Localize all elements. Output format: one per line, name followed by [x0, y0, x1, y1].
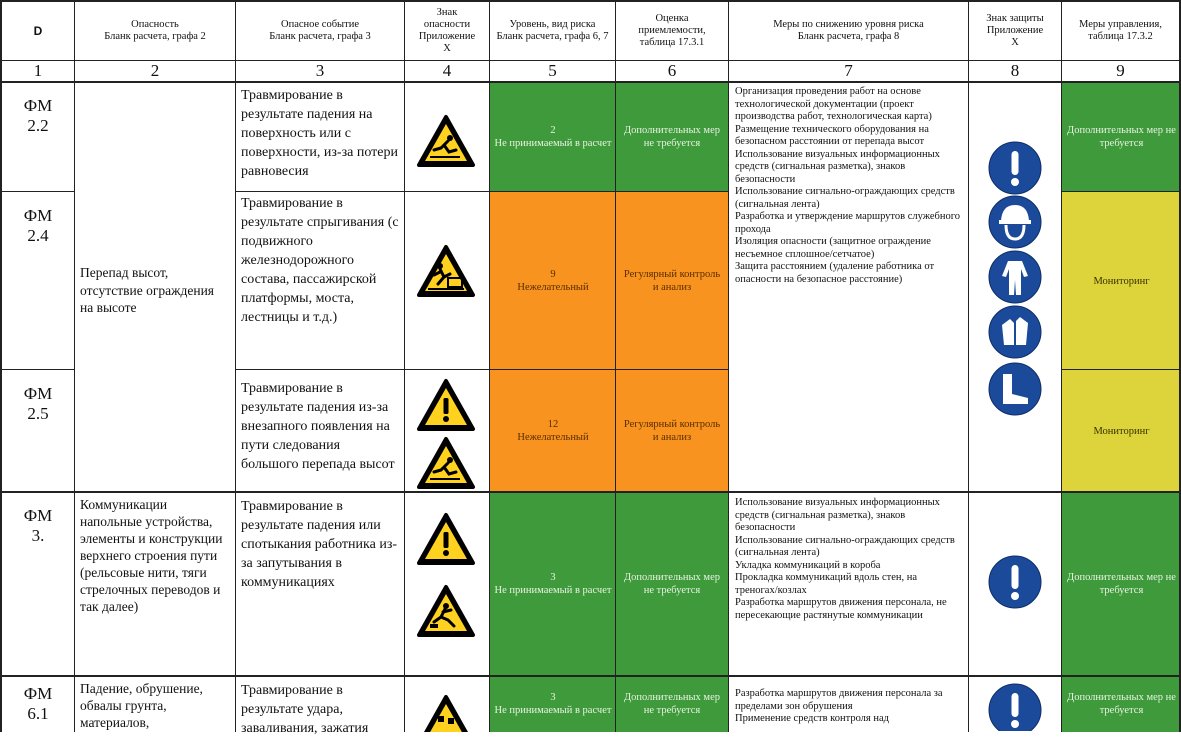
event-text: Травмирование в результате падения на поверхность или с поверхности, из-за потери равновесия [241, 88, 398, 179]
row-code: ФМ 2.5 [23, 384, 53, 423]
mandatory-general-icon [988, 141, 1042, 200]
risk-level-cell: 12 Нежелательный [490, 370, 616, 492]
column-number: 8 [1010, 61, 1020, 80]
acceptability-cell: Дополнительных мер не требуется [616, 676, 728, 732]
control-cell: Дополнительных мер не требуется [1062, 82, 1181, 192]
control-cell: Дополнительных мер не требуется [1062, 492, 1181, 676]
falling-objects-warning-icon [416, 694, 476, 737]
hazard-text: Перепад высот, отсутствие ограждения на высоте [80, 265, 214, 315]
event-text: Травмирование в результате падения из-за внезапного появления на пути следования большого перепада высот [241, 381, 395, 472]
control-cell: Мониторинг [1062, 370, 1181, 492]
risk-level-cell: 3 Не принимаемый в расчет [490, 492, 616, 676]
acceptability-cell: Дополнительных мер не требуется [616, 82, 728, 192]
slip-fall-warning-icon [416, 436, 476, 495]
event-text: Травмирование в результате удара, заваливания, зажатия [241, 683, 369, 736]
row-code: ФМ 2.4 [23, 206, 53, 245]
trip-fall-warning-icon [416, 584, 476, 643]
header-hazard-sign: Знак опасности Приложение X [418, 7, 476, 54]
column-number: 2 [150, 61, 160, 80]
slip-fall-warning-icon [416, 114, 476, 173]
acceptability-cell: Регулярный контроль и анализ [616, 192, 728, 370]
row-code: ФМ 3. [23, 506, 53, 545]
general-warning-icon [416, 512, 476, 571]
event-text: Травмирование в результате спрыгивания (с подвижного железнодорожного состава, пассажирской платформы, моста, лестницы и т.д.) [241, 196, 399, 325]
column-number: 3 [315, 61, 325, 80]
control-cell: Мониторинг [1062, 192, 1181, 370]
control-cell: Дополнительных мер не требуется [1062, 676, 1181, 732]
acceptability-cell: Дополнительных мер не требуется [616, 492, 728, 676]
hazard-text: Падение, обрушение, обвалы грунта, материалов, [80, 681, 203, 730]
header-measures: Меры по снижению уровня риска Бланк расчета, графа 8 [773, 19, 924, 42]
safety-helmet-icon [988, 195, 1042, 254]
column-number: 6 [667, 61, 677, 80]
header-event: Опасное событие Бланк расчета, графа 3 [269, 19, 371, 42]
safety-boots-icon [988, 362, 1042, 421]
risk-level-cell: 9 Нежелательный [490, 192, 616, 370]
header-d: D [33, 24, 43, 38]
protective-suit-icon [988, 250, 1042, 309]
measures-text: Разработка маршрутов движения персонала за пределами зон обрушения Применение средств контроля над [735, 688, 943, 724]
column-number: 7 [844, 61, 853, 80]
general-warning-icon [416, 378, 476, 437]
column-number: 1 [33, 61, 43, 80]
hazard-text: Коммуникации напольные устройства, элементы и конструкции верхнего строения пути (рельсовые нити, тяги стрелочных переводов и так далее) [80, 497, 223, 614]
column-number: 9 [1116, 61, 1125, 80]
column-number: 5 [548, 61, 557, 80]
measures-text: Организация проведения работ на основе технологической документации (проект производства работ, технологическая карта) Размещение технического оборудования на безопасном расстоянии от перепада высот Использование визуальных информационных средств (сигнальная разметка), знаков безопасности Использование сигнально-ограждающих средств (сигнальная лента) Разработка и утверждение маршрутов служебного прохода Изоляция опасности (защитное ограждение несъемное сплошное/сетчатое) Защита расстоянием (удаление работника от опасности на безопасное расстояние) [735, 86, 961, 285]
header-acceptability: Оценка приемлемости, таблица 17.3.1 [638, 13, 706, 48]
measures-text: Использование визуальных информационных средств (сигнальная разметка), знаков безопасности Использование сигнально-ограждающих средств (сигнальная лента) Укладка коммуникаций в короба Прокладка коммуникаций вдоль стен, на треногах/козлах Разработка маршрутов движения персонала, не пересекающие растянутые коммуникации [735, 497, 955, 621]
event-text: Травмирование в результате падения или спотыкания работника из-за запутывания в коммуникациях [241, 499, 398, 590]
acceptability-cell: Регулярный контроль и анализ [616, 370, 728, 492]
risk-level-cell: 2 Не принимаемый в расчет [490, 82, 616, 192]
header-protection-sign: Знак защиты Приложение X [986, 13, 1044, 48]
mandatory-general-icon [988, 683, 1042, 736]
risk-level-cell: 3 Не принимаемый в расчет [490, 676, 616, 732]
header-control: Меры управления, таблица 17.3.2 [1079, 19, 1162, 42]
protective-gloves-icon [988, 305, 1042, 364]
header-hazard: Опасность Бланк расчета, графа 2 [104, 19, 206, 42]
header-risk-level: Уровень, вид риска Бланк расчета, графа 6, 7 [496, 19, 609, 42]
jump-fall-warning-icon [416, 244, 476, 303]
row-code: ФМ 2.2 [23, 96, 53, 135]
row-code: ФМ 6.1 [23, 684, 53, 723]
column-number: 4 [442, 61, 452, 80]
mandatory-general-icon [988, 555, 1042, 614]
